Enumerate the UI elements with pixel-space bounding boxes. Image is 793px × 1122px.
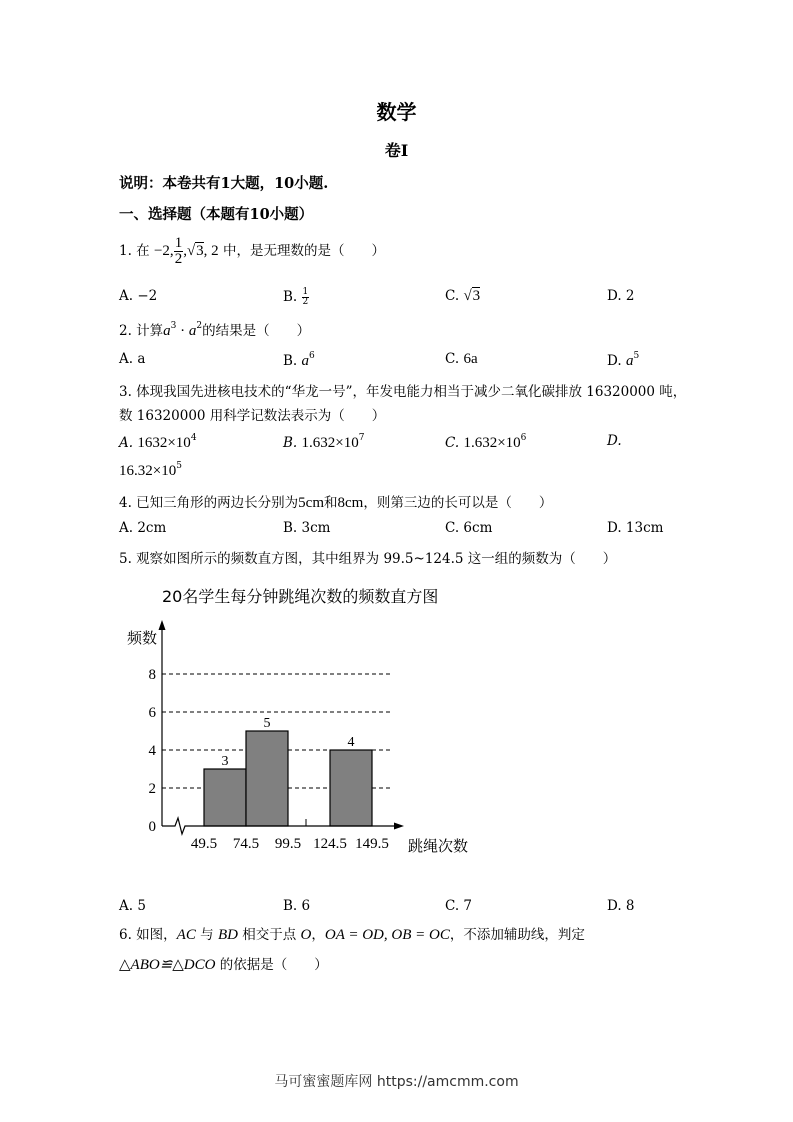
question-6-line-2: △ABO≌△DCO 的依据是（ ） [119, 957, 328, 973]
question-6-line-1: 6. 如图，AC 与 BD 相交于点 O，OA = OD, OB = OC，不添加辅助线，判定 [119, 927, 585, 943]
x-tick-label: 99.5 [274, 836, 302, 852]
chart-x-axis-label: 跳绳次数 [408, 837, 469, 855]
y-tick-label-6: 6 [148, 705, 156, 721]
histogram-bar-74.5 [246, 731, 288, 826]
y-axis-arrow [159, 620, 166, 630]
site-watermark-footer[interactable]: 马可蜜蜜题库网 https://amcmm.com [274, 1074, 519, 1090]
q1-number-2: , 2 [203, 243, 219, 259]
chart-bar-labels [222, 716, 355, 769]
question-3-line-2: 数 16320000 用科学记数法表示为（ ） [119, 408, 386, 424]
q1-option-d[interactable]: D. 2 [607, 288, 635, 304]
question-2: 2. 计算$a^3 \cdot a^2$的结果是（ ） [119, 321, 311, 339]
q3-option-d-value[interactable]: $16.32\times 10^5$ [119, 461, 182, 479]
q1-option-c[interactable]: C. √3 [445, 288, 481, 304]
x-tick-label: 124.5 [313, 836, 347, 852]
q1-frac-den: 2 [174, 251, 183, 267]
instructions-note: 说明：本卷共有1大题，10小题. [119, 175, 329, 192]
y-tick-label-8: 8 [148, 667, 156, 683]
chart-x-ticks [191, 836, 389, 852]
chart-gridlines [162, 674, 392, 788]
y-tick-label-0: 0 [148, 819, 156, 835]
q2-option-b[interactable]: B. $a^6$ [283, 351, 315, 369]
chart-bars [204, 731, 372, 826]
q4-option-b[interactable]: B. 3cm [283, 520, 331, 536]
paper-section-title: 卷Ⅰ [384, 141, 409, 160]
chart-y-ticks [149, 667, 157, 835]
chart-title: 20名学生每分钟跳绳次数的频数直方图 [162, 587, 439, 606]
q4-option-a[interactable]: A. 2cm [119, 520, 167, 536]
q1-prefix: 1. 在 [119, 243, 150, 259]
x-axis-arrow [394, 823, 404, 830]
q5-option-b[interactable]: B. 6 [283, 898, 311, 914]
question-3-line-1: 3. 体现我国先进核电技术的“华龙一号”，年发电能力相当于减少二氧化碳排放 16320000 吨， [119, 384, 687, 400]
q3-option-d-label[interactable]: D. [607, 433, 622, 449]
question-5: 5. 观察如图所示的频数直方图，其中组界为 99.5~124.5 这一组的频数为（ ） [119, 551, 617, 567]
histogram-bar-124.5 [330, 750, 372, 826]
chart-axes [159, 620, 405, 834]
q1-option-b[interactable]: B. $\frac{1}{2}$ [283, 287, 309, 307]
q2-option-c[interactable]: C. 6a [445, 351, 478, 367]
q4-option-c[interactable]: C. 6cm [445, 520, 493, 536]
q3-option-b[interactable]: B. $1.632\times 10^7$ [283, 433, 365, 451]
section-heading: 一、选择题（本题有10小题） [119, 206, 314, 223]
q5-option-a[interactable]: A. 5 [119, 898, 146, 914]
q1-sqrt: √3 [186, 243, 204, 259]
q1-option-b-fraction: $\frac{1}{2}$ [302, 287, 309, 307]
question-4: 4. 已知三角形的两边长分别为5cm和8cm，则第三边的长可以是（ ） [119, 495, 553, 511]
q1-option-a[interactable]: A. −2 [119, 288, 158, 304]
q2-option-a[interactable]: A. a [119, 351, 146, 367]
q1-comma: , [183, 243, 187, 259]
q4-option-d[interactable]: D. 13cm [607, 520, 664, 536]
q1-suffix: 中，是无理数的是（ ） [222, 243, 385, 259]
x-tick-label: 49.5 [190, 836, 218, 852]
x-tick-label: 149.5 [355, 836, 389, 852]
bar-value-label: 5 [263, 716, 271, 731]
q5-option-c[interactable]: C. 7 [445, 898, 473, 914]
q1-number-neg2: −2, [153, 243, 174, 259]
q1-fraction [174, 236, 184, 267]
y-tick-label-2: 2 [148, 781, 156, 797]
page-title: 数学 [376, 100, 417, 124]
histogram-bar-49.5 [204, 769, 246, 826]
q5-option-d[interactable]: D. 8 [607, 898, 635, 914]
x-axis-line [162, 818, 398, 834]
q1-frac-num: 1 [174, 235, 183, 251]
bar-value-label: 4 [347, 735, 355, 750]
q2-option-d[interactable]: D. $a^5$ [607, 351, 640, 369]
q3-option-a[interactable]: A. $1632\times 10^4$ [119, 433, 197, 451]
question-1 [119, 236, 385, 267]
y-tick-label-4: 4 [148, 743, 156, 759]
bar-value-label: 3 [221, 754, 229, 769]
chart-y-axis-label: 频数 [127, 629, 158, 647]
x-tick-label: 74.5 [232, 836, 260, 852]
q3-option-c[interactable]: C. $1.632\times 10^6$ [445, 433, 527, 451]
